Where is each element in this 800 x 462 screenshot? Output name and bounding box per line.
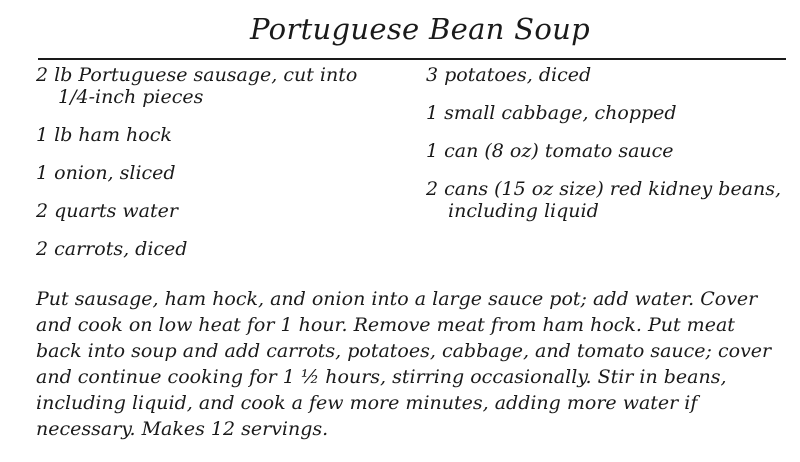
ingredient-item: 1 can (8 oz) tomato sauce bbox=[426, 140, 674, 162]
recipe-instructions: Put sausage, ham hock, and onion into a large sauce pot; add water. Cover and cook on low heat for 1 hour. Remove meat from ham hock. Put meat back into soup and add carrots, potatoes, cabbage, and tomato sauce; cover and continue cooking for 1 ½ hours, stirring occasionally. Stir in beans, including liquid, and cook a few more minutes, adding more water if necessary. Makes 12 servings. bbox=[36, 288, 772, 440]
ingredient-item: 1 onion, sliced bbox=[36, 162, 176, 184]
ingredient-item: 3 potatoes, diced bbox=[426, 64, 592, 86]
ingredients-left-column bbox=[36, 64, 396, 276]
ingredient-item: 2 cans (15 oz size) red kidney beans, including liquid bbox=[426, 178, 782, 222]
ingredient-item: 2 lb Portuguese sausage, cut into 1/4-inch pieces bbox=[36, 64, 358, 108]
ingredient-item: 2 carrots, diced bbox=[36, 238, 188, 260]
recipe-title: Portuguese Bean Soup bbox=[250, 12, 590, 46]
ingredient-item: 1 lb ham hock bbox=[36, 124, 172, 146]
ingredient-item: 2 quarts water bbox=[36, 200, 178, 222]
title-divider bbox=[38, 58, 786, 60]
ingredient-item: 1 small cabbage, chopped bbox=[426, 102, 677, 124]
ingredients-right-column bbox=[426, 64, 786, 238]
